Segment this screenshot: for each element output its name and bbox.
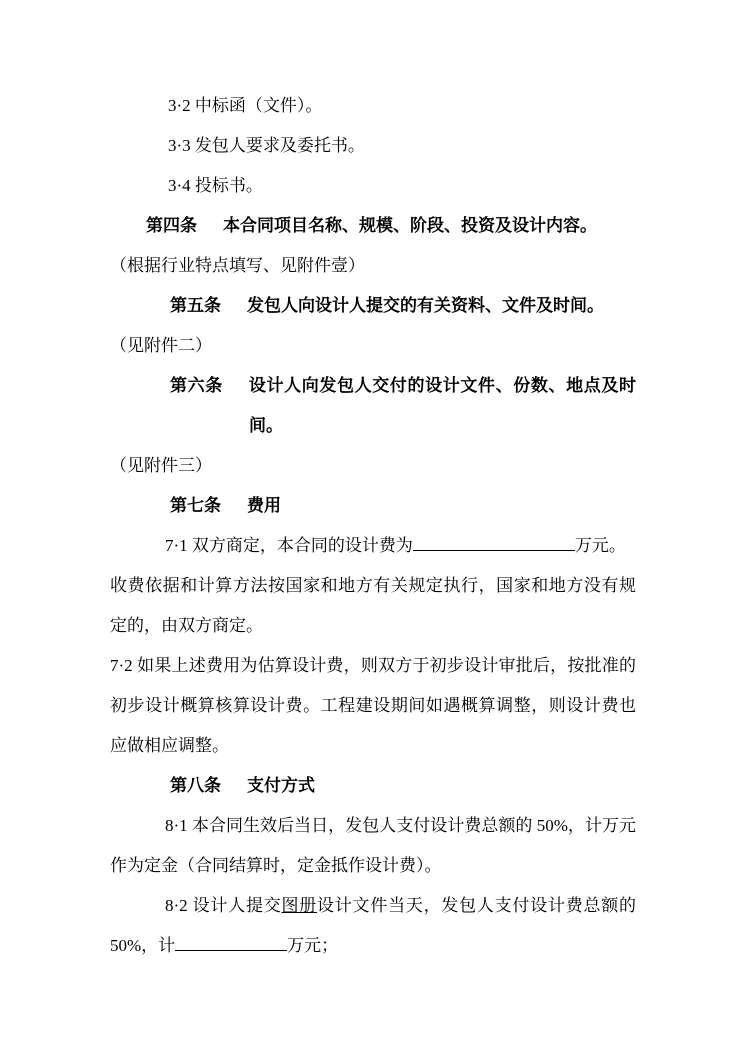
clause-4-title: 本合同项目名称、规模、阶段、投资及设计内容。 (223, 216, 597, 235)
heading-clause-8 (110, 766, 636, 806)
paragraph-8-2-text: 8·2 设计人提交 (165, 896, 282, 915)
paragraph-8-2-underlined-term: 图册 (281, 896, 318, 915)
paragraph-8-1: 8·1 本合同生效后当日，发包人支付设计费总额的 50%，计万元作为定金（合同结算时，定金抵作设计费）。 (110, 816, 636, 875)
clause-8-title: 支付方式 (247, 776, 315, 795)
heading-clause-5 (110, 286, 636, 326)
payment-amount-blank (175, 948, 287, 951)
paragraph-7-1-continued: 收费依据和计算方法按国家和地方有关规定执行，国家和地方没有规定的，由双方商定。 (110, 576, 636, 635)
paragraph-7-1-unit: 万元。 (574, 536, 626, 555)
clause-4-label: 第四条 (146, 216, 197, 235)
clause-7-title: 费用 (247, 496, 281, 515)
clause-3-3: 3·3 发包人要求及委托书。 (168, 136, 365, 155)
clause-5-title: 发包人向设计人提交的有关资料、文件及时间。 (247, 296, 604, 315)
clause-4-note: （根据行业特点填写、见附件壹） (110, 256, 365, 275)
clause-3-4: 3·4 投标书。 (168, 176, 263, 195)
clause-6-label: 第六条 (170, 376, 223, 395)
paragraph-8-2-mid: 设计文件当天，发包人支付设计费总额的 50%，计 (110, 896, 637, 955)
heading-clause-4 (110, 206, 636, 246)
clause-6-title: 设计人向发包人交付的设计文件、份数、地点及时间。 (248, 376, 636, 435)
paragraph-7-2: 7·2 如果上述费用为估算设计费，则双方于初步设计审批后，按批准的初步设计概算核算设计费。工程建设期间如遇概算调整，则设计费也应做相应调整。 (110, 656, 636, 755)
heading-clause-7 (110, 486, 636, 526)
heading-clause-6 (110, 366, 636, 446)
clause-3-2: 3·2 中标函（文件）。 (168, 96, 323, 115)
paragraph-8-2-unit: 万元； (287, 936, 339, 955)
fee-amount-blank (413, 548, 575, 551)
clause-6-note: （见附件三） (110, 456, 212, 475)
clause-8-label: 第八条 (170, 776, 221, 795)
paragraph-7-1-text: 7·1 双方商定，本合同的设计费为 (165, 536, 413, 555)
paragraph-7-1 (110, 526, 636, 566)
clause-5-note: （见附件二） (110, 336, 212, 355)
clause-5-label: 第五条 (170, 296, 221, 315)
paragraph-8-2 (110, 886, 636, 966)
clause-7-label: 第七条 (170, 496, 221, 515)
